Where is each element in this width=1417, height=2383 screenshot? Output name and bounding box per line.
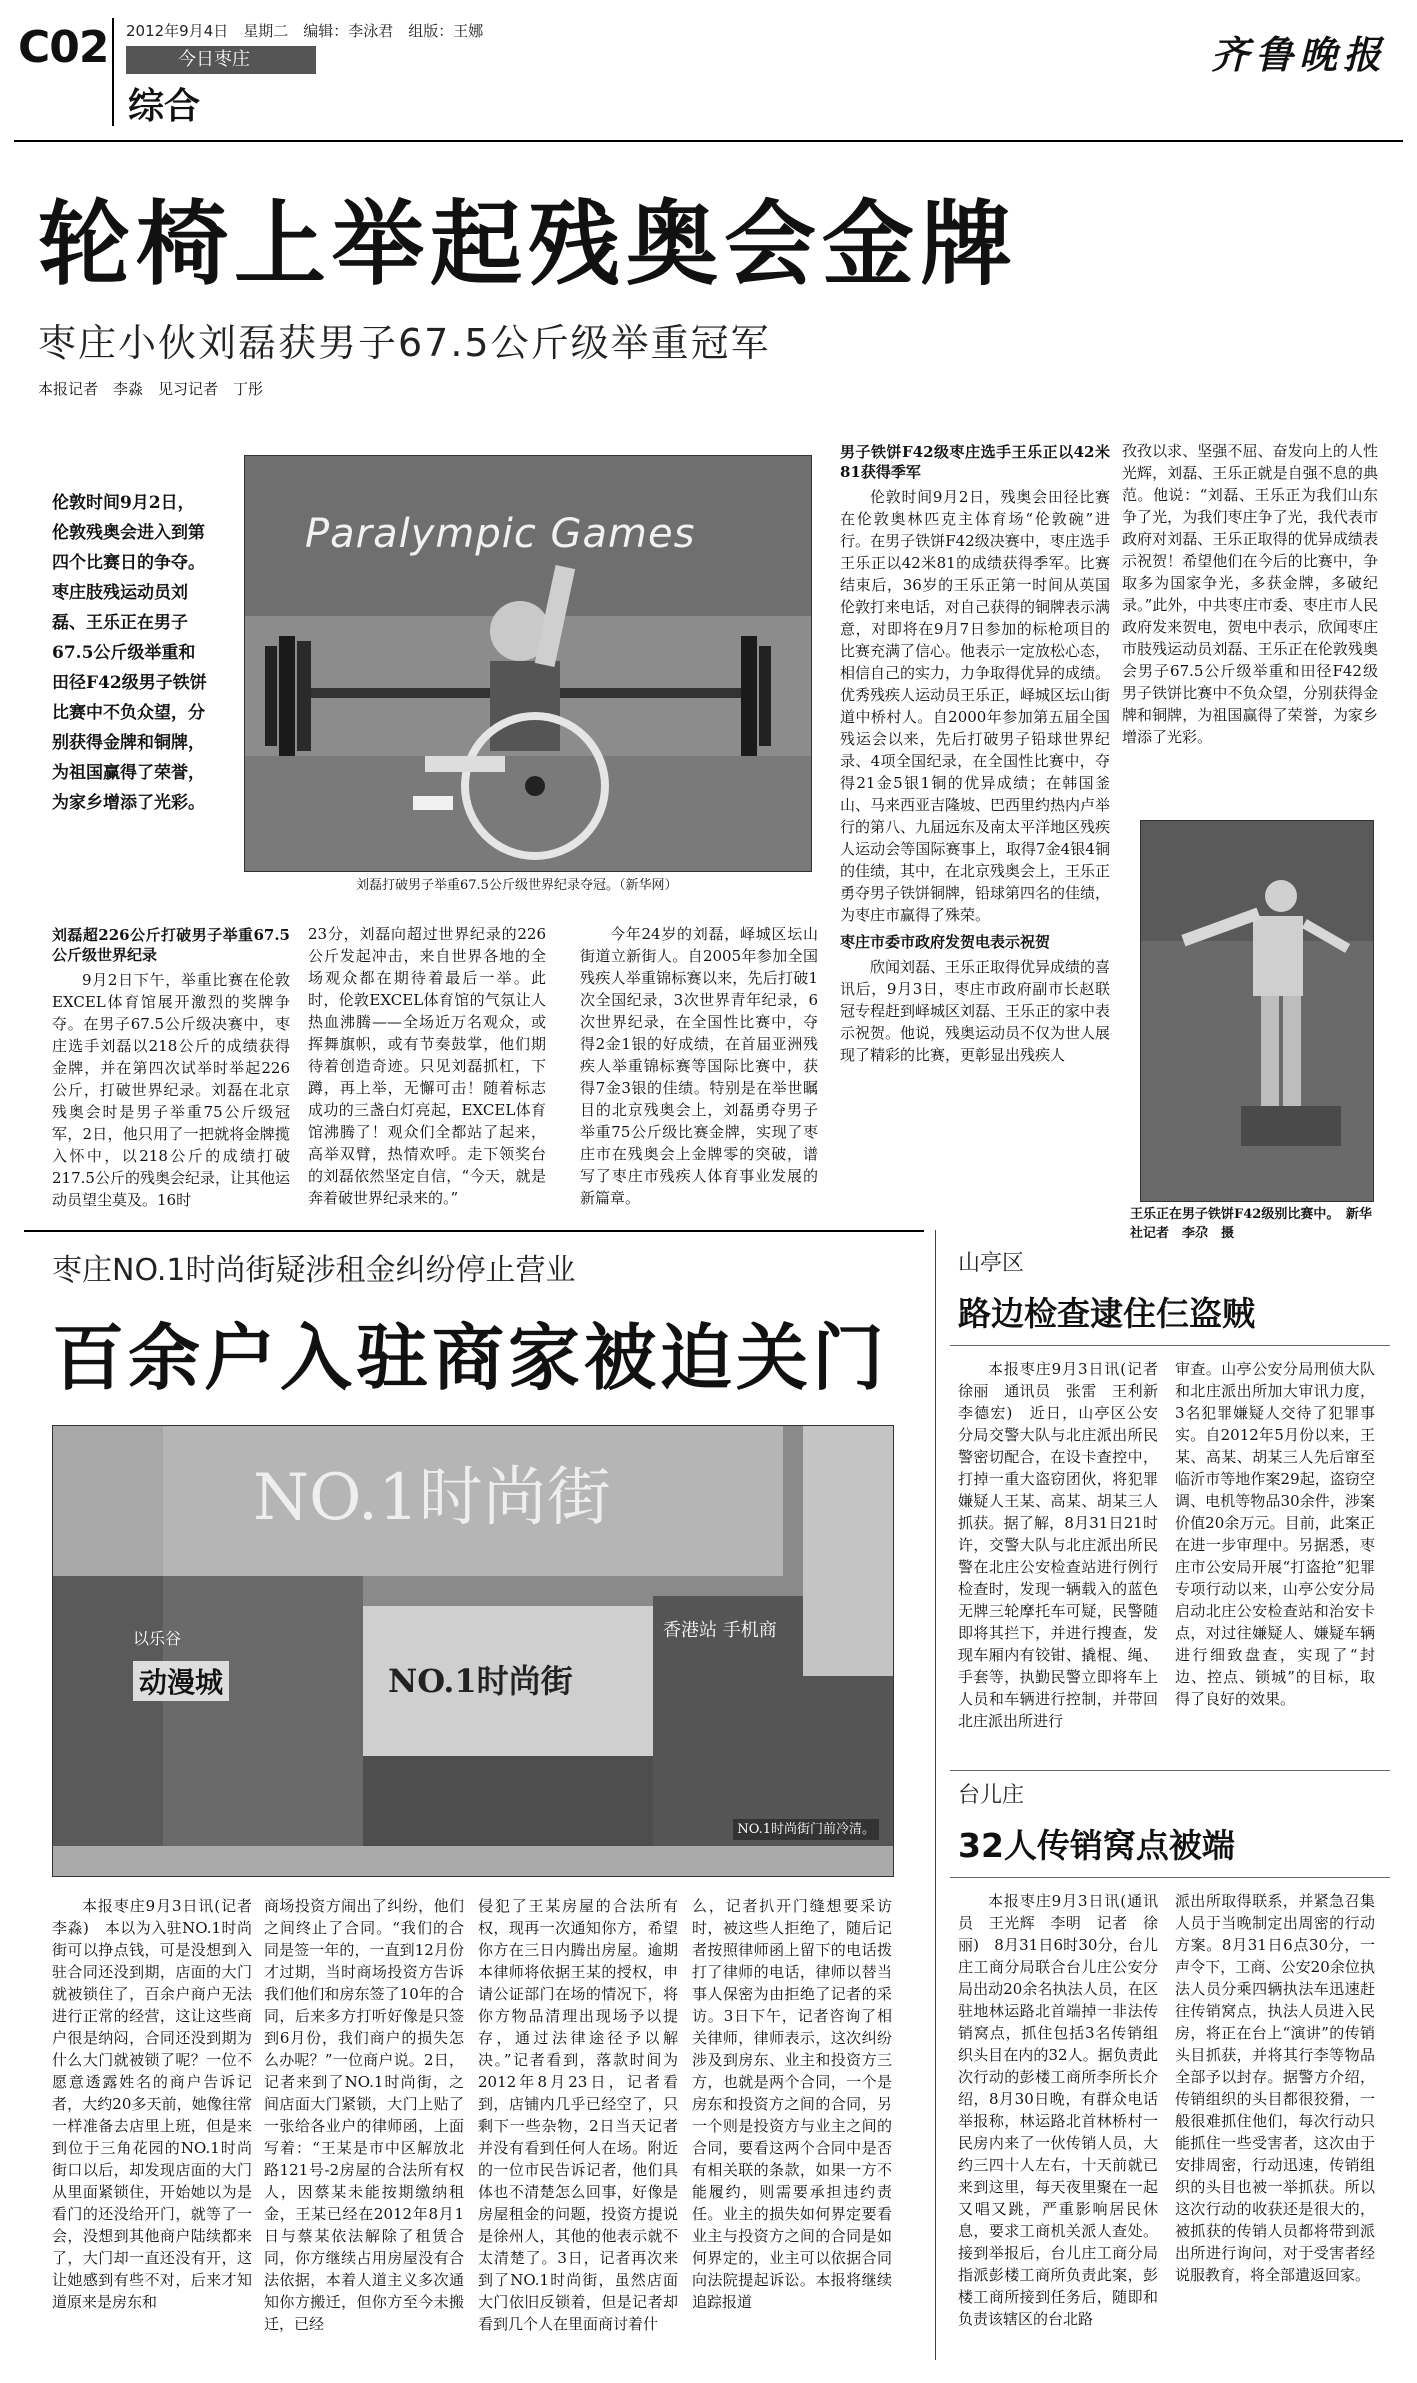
section-title: 综合 xyxy=(128,86,201,127)
side1-label: 山亭区 xyxy=(958,1251,1025,1276)
story2-column-1 xyxy=(52,1895,268,2360)
side1-col1-text: 本报枣庄9月3日讯(记者 徐丽 通讯员 张雷 王利新 李德宏) 近日，山亭区公安分局交警大队与北庄派出所民警密切配合，在设卡查控中，打掉一重大盗窃团伙，将犯罪嫌疑人王某、高某、胡某三人抓获。据了解，8月31日21时许，交警大队与北庄派出所民警在北庄公安检查站进行例行检查时，发现一辆载入的蓝色无牌三轮摩托车可疑，民警随即将其拦下，并进行搜查，发现车厢内有铰钳、撬棍、绳、手套等，执勤民警立即将车上人员和车辆进行控制，并带回北庄派出所进行 xyxy=(958,1360,1174,1730)
side1-column-2 xyxy=(1175,1358,1375,1763)
header-rule xyxy=(14,140,1403,142)
story1-col1-subhead: 刘磊超226公斤打破男子举重67.5公斤级世界纪录 xyxy=(52,926,290,964)
side2-column-2 xyxy=(1175,1890,1375,2360)
story1-col3-text: 今年24岁的刘磊，峄城区坛山街道立新街人。自2005年参加全国残疾人举重锦标赛以来，先后打破1次全国纪录，3次世界青年纪录，6次世界纪录，在全国性比赛中，夺得2金1银的好成绩，在首届亚洲残疾人举重锦标赛等国际比赛中，获得7金3银的佳绩。特别是在举世瞩目的北京残奥会上，刘磊勇夺男子举重75公斤级比赛金牌，实现了枣庄市在残奥会上金牌零的突破，谱写了枣庄市残疾人体育事业发展的新篇章。 xyxy=(580,925,818,1207)
story1-headline: 轮椅上举起残奥会金牌 xyxy=(38,191,1019,298)
story1-col4-text: 伦敦时间9月2日，残奥会田径比赛在伦敦奥林匹克主体育场“伦敦碗”进行。在男子铁饼F42级决赛中，枣庄选手王乐正以42米81的成绩获得季军。比赛结束后，36岁的王乐正第一时间从英国伦敦打来电话，对自己获得的铜牌表示满意，对即将在9月7日参加的标枪项目的比赛充满了信心。他表示一定放松心态，相信自己的实力，力争取得优异的成绩。优秀残疾人运动员王乐正，峄城区坛山街道中桥村人。自2000年参加第五届全国残运会以来，先后打破男子铅球世界纪录、4项全国纪录，在全国性比赛中，夺得21金5银1铜的优异成绩；在韩国釜山、马来西亚吉隆坡、巴西里约热内卢举行的第八、九届远东及南太平洋地区残疾人运动会等国际赛事上，取得7金4银4铜的佳绩，其中，在北京残奥会上，王乐正勇夺男子铁饼铜牌，铅球第四名的佳绩，为枣庄市赢得了殊荣。 xyxy=(840,488,1111,924)
story1-column-4 xyxy=(840,440,1110,1210)
side1-col2-text: 审查。山亭公安分局刑侦大队和北庄派出所加大审讯力度，3名犯罪嫌疑人交待了犯罪事实。自2012年5月份以来，王某、高某、胡某三人先后窜至临沂市等地作案29起，盗窃空调、电机等物品30余件，涉案价值20余万元。目前，此案正在进一步审理中。另据悉，枣庄市公安局开展“打盗抢”犯罪专项行动以来，山亭公安分局启动北庄公安检查站和治安卡点，对过往嫌疑人、嫌疑车辆进行细致盘查，实现了“封边、控点、锁城”的目标，取得了良好的效果。 xyxy=(1175,1360,1375,1708)
side2-column-1 xyxy=(958,1890,1158,2360)
photo-sign-right: 香港站 手机商 xyxy=(663,1620,777,1641)
story1-col1-text: 9月2日下午，举重比赛在伦敦EXCEL体育馆展开激烈的奖牌争夺。在男子67.5公斤级决赛中，枣庄选手刘磊以218公斤的成绩获得金牌，并在第四次试举时举起226公斤，打破世界纪录。刘磊在北京残奥会时是男子举重75公斤级冠军，2日，他只用了一把就将金牌揽入怀中，以218公斤的成绩打破217.5公斤的残奥会纪录，让其他运动员望尘莫及。16时 xyxy=(52,971,290,1209)
header-divider xyxy=(112,18,114,126)
story2-column-4 xyxy=(692,1895,892,2360)
side1-column-1 xyxy=(958,1358,1174,1763)
header-tag: 今日枣庄 xyxy=(126,46,316,74)
storefront-photo-caption: NO.1时尚街门前冷清。 xyxy=(733,1819,879,1840)
story1-subhead: 枣庄小伙刘磊获男子67.5公斤级举重冠军 xyxy=(38,321,771,365)
side2-col2-text: 派出所取得联系，并紧急召集人员于当晚制定出周密的行动方案。8月31日6点30分，一声令下，工商、公安20余位执法人员分乘四辆执法车迅速赶往传销窝点，执法人员进入民房，将正在台上“演讲”的传销头目抓获，并将其行李等物品全部予以封存。据警方介绍，传销组织的头目都很狡猾，一般很难抓住他们，每次行动只能抓住一些受害者，这次由于安排周密，行动迅速，传销组织的头目也被一举抓获。所以这次行动的收获还是很大的，被抓获的传销人员都将带到派出所进行询问，对于受害者经说服教育，将全部遣返回家。 xyxy=(1175,1892,1375,2284)
story2-column-2 xyxy=(264,1895,464,2360)
story2-col3-text: 侵犯了王某房屋的合法所有权，现再一次通知你方，希望你方在三日内腾出房屋。逾期本律师将依据王某的授权，申请公证部门在场的情况下，将你方物品清理出现场予以提存，通过法律途径予以解决。”记者看到，落款时间为2012年8月23日，记者看到，店铺内几乎已经空了，只剩下一些杂物，2日当天记者并没有看到任何人在场。附近的一位市民告诉记者，他们具体也不清楚怎么回事，好像是房屋租金的问题，投资方提说是徐州人，其他的他表示就不太清楚了。3日，记者再次来到了NO.1时尚街，虽然店面大门依旧反锁着，但是记者却看到几个人在里面商讨着什 xyxy=(478,1897,678,2333)
story1-col5-text: 孜孜以求、坚强不屈、奋发向上的人性光辉，刘磊、王乐正就是自强不息的典范。他说：“刘磊、王乐正为我们山东争了光，为我们枣庄争了光，我代表市政府对刘磊、王乐正取得的优异成绩表示祝贺！希望他们在今后的比赛中，争取多为国家争光，多获金牌，多破纪录。”此外，中共枣庄市委、枣庄市人民政府发来贺电，贺电中表示，欣闻枣庄市肢残运动员刘磊、王乐正在伦敦残奥会男子67.5公斤级举重和田径F42级男子铁饼比赛中不负众望，分别获得金牌和铜牌，为祖国赢得了荣誉，为家乡增添了光彩。 xyxy=(1122,442,1378,746)
photo-sign-paralympic: Paralympic Games xyxy=(305,511,696,557)
side2-headline: 32人传销窝点被端 xyxy=(958,1826,1235,1865)
photo-sign-mid: NO.1时尚街 xyxy=(388,1662,573,1700)
side1-headline: 路边检查逮住仨盗贼 xyxy=(958,1294,1255,1333)
side1-rule xyxy=(950,1345,1390,1346)
story1-col4-subhead: 男子铁饼F42级枣庄选手王乐正以42米81获得季军 xyxy=(840,443,1110,481)
header-meta: 2012年9月4日 星期二 编辑：李泳君 组版：王娜 xyxy=(126,22,484,40)
story1-column-3 xyxy=(580,923,818,1243)
story1-column-1 xyxy=(52,923,290,1243)
story1-col2-text: 23分，刘磊向超过世界纪录的226公斤发起冲击，来自世界各地的全场观众都在期待着最后一举。此时，伦敦EXCEL体育馆的气氛让人热血沸腾——全场近万名观众，或挥舞旗帜，或有节奏鼓掌，他们期待着创造奇迹。只见刘磊抓杠，下蹲，再上举，无懈可击！随着标志成功的三盏白灯亮起，EXCEL体育馆沸腾了！观众们全都站了起来，高举双臂，热情欢呼。走下领奖台的刘磊依然坚定自信，“今天，就是奔着破世界纪录来的。” xyxy=(308,925,546,1207)
story2-headline: 百余户入驻商家被迫关门 xyxy=(52,1316,889,1400)
story2-kicker: 枣庄NO.1时尚街疑涉租金纠纷停止营业 xyxy=(52,1253,576,1288)
story2-col1-text: 本报枣庄9月3日讯(记者 李淼) 本以为入驻NO.1时尚街可以挣点钱，可是没想到入驻合同还没到期，店面的大门就被锁住了，百余户商户无法进行正常的经营，这让这些商户很是纳闷，合同还没到期为什么大门就被锁了呢？一位不愿意透露姓名的商户告诉记者，大约20多天前，她像往常一样准备去店里上班，但是来到位于三角花园的NO.1时尚街口以后，却发现店面的大门从里面紧锁住，开始她以为是看门的还没给开门，就等了一会，没想到其他商户陆续都来了，大门却一直还没有开，这让她感到有些不对，后来才知道原来是房东和 xyxy=(52,1897,268,2311)
discus-photo-caption: 王乐正在男子铁饼F42级别比赛中。 新华社记者 李尕 摄 xyxy=(1130,1207,1372,1241)
weightlifter-photo-caption: 刘磊打破男子举重67.5公斤级世界纪录夺冠。（新华网） xyxy=(356,878,678,893)
discus-photo xyxy=(1140,820,1374,1202)
photo-sign-left-1: 以乐谷 xyxy=(133,1629,182,1648)
story-divider xyxy=(24,1230,924,1232)
column-divider xyxy=(935,1230,936,2360)
story1-lead: 伦敦时间9月2日，伦敦残奥会进入到第四个比赛日的争夺。枣庄肢残运动员刘磊、王乐正在男子67.5公斤级举重和田径F42级男子铁饼比赛中不负众望，分别获得金牌和铜牌，为祖国赢得了荣誉，为家乡增添了光彩。 xyxy=(52,493,207,813)
story2-column-3 xyxy=(478,1895,678,2360)
storefront-photo xyxy=(52,1425,894,1877)
page-code: C02 xyxy=(18,22,109,73)
side2-label: 台儿庄 xyxy=(958,1783,1025,1808)
photo-sign-big: NO.1时尚街 xyxy=(253,1461,611,1535)
story1-byline: 本报记者 李淼 见习记者 丁彤 xyxy=(38,380,264,398)
story1-col4-subhead-2: 枣庄市委市政府发贺电表示祝贺 xyxy=(840,933,1051,951)
story1-col4b-text: 欣闻刘磊、王乐正取得优异成绩的喜讯后，9月3日，枣庄市政府副市长赵联冠专程赶到峄城区刘磊、王乐正的家中表示祝贺。他说，残奥运动员不仅为世人展现了精彩的比赛，更彰显出残疾人 xyxy=(840,958,1111,1064)
story2-col2-text: 商场投资方闹出了纠纷，他们之间终止了合同。“我们的合同是签一年的，一直到12月份才过期，当时商场投资方告诉我们他们和房东签了10年的合同，后来多方打听好像是只签到6月份，我们商户的损失怎么办呢？”一位商户说。2日，记者来到了NO.1时尚街，之间店面大门紧锁，大门上贴了一张给各业户的律师函，上面写着：“王某是市中区解放北路121号-2房屋的合法所有权人，因蔡某未能按期缴纳租金，王某已经在2012年8月1日与蔡某依法解除了租赁合同，你方继续占用房屋没有合法依据，本着人道主义多次通知你方搬迁，但你方至今未搬迁，已经 xyxy=(264,1897,464,2333)
newspaper-logo: 齐鲁晚报 xyxy=(1210,32,1387,77)
photo-sign-left-2: 动漫城 xyxy=(133,1661,229,1701)
weightlifter-photo xyxy=(244,455,812,872)
discus-thrower-illustration xyxy=(1141,821,1373,1201)
story2-col4-text: 么，记者扒开门缝想要采访时，被这些人拒绝了，随后记者按照律师函上留下的电话拨打了律师的电话，律师以替当事人保密为由拒绝了记者的采访。3日下午，记者咨询了相关律师，律师表示，这次纠纷涉及到房东、业主和投资方三方，也就是两个合同，一个是房东和投资方之间的合同，另一个则是投资方与业主之间的合同，要看这两个合同中是否有相关联的条款，如果一方不能履约，则需要承担违约责任。业主的损失如何界定要看业主与投资方之间的合同是如何界定的，业主可以依据合同向法院提起诉讼。本报将继续追踪报道 xyxy=(692,1897,892,2311)
side2-rule xyxy=(950,1877,1390,1878)
side2-col1-text: 本报枣庄9月3日讯(通讯员 王光辉 李明 记者 徐丽) 8月31日6时30分，台儿庄工商分局联合台儿庄公安分局出动20余名执法人员，在区驻地林运路北首端掉一非法传销窝点，抓住包括3名传销组织头目在内的32人。据负责此次行动的彭楼工商所李所长介绍，8月30日晚，有群众电话举报称，林运路北首林桥村一民房内来了一伙传销人员，大约三四十人左右，十天前就已来到这里，每天夜里聚在一起又唱又跳，严重影响居民休息，要求工商机关派人查处。接到举报后，台儿庄工商分局指派彭楼工商所负责此案，彭楼工商所接到任务后，随即和负责该辖区的台北路 xyxy=(958,1892,1158,2328)
story1-column-2 xyxy=(308,923,546,1243)
side-divider xyxy=(950,1770,1390,1771)
story1-column-5 xyxy=(1122,440,1378,800)
